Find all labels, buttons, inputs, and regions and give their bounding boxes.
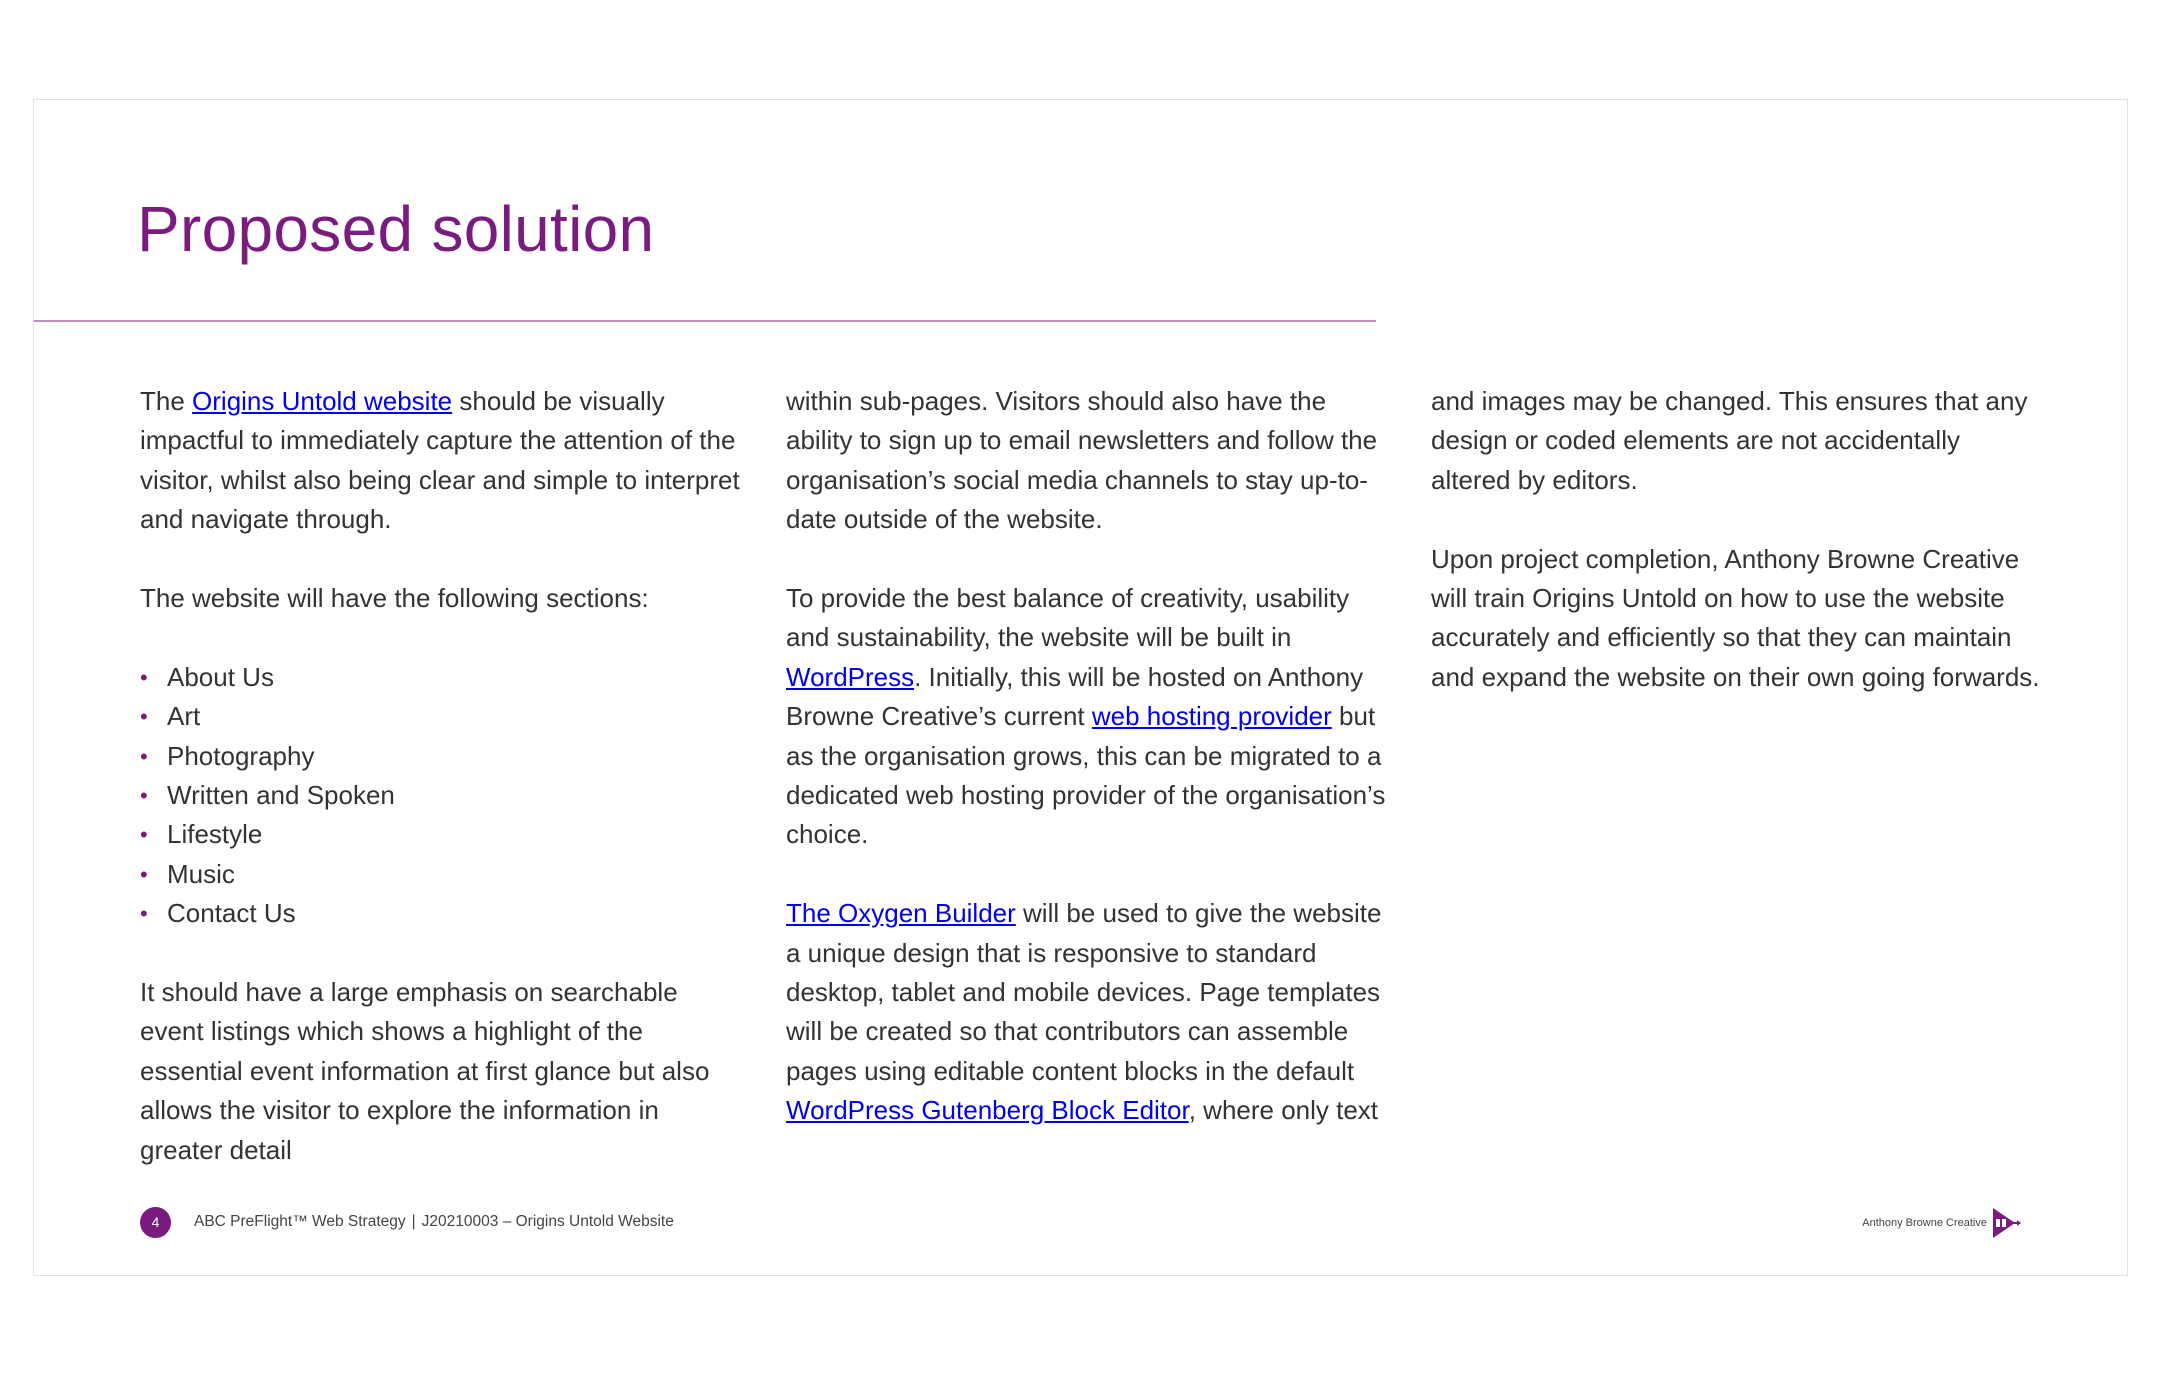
bullet-dot-icon: • (140, 822, 148, 848)
footer-doc-title: ABC PreFlight™ Web Strategy (194, 1213, 406, 1230)
footer-document-info (194, 1213, 674, 1231)
bullet-dot-icon: • (140, 861, 148, 887)
gutenberg-block-editor-link[interactable]: WordPress Gutenberg Block Editor (786, 1095, 1189, 1126)
bullet-dot-icon: • (140, 704, 148, 730)
text-column-1 (140, 382, 746, 1170)
editing-paragraph: and images may be changed. This ensures that any design or coded elements are not accidentally altered by editors. (1431, 386, 2028, 495)
list-item: • Lifestyle (140, 815, 746, 854)
abc-logo-icon (1991, 1206, 2021, 1240)
sections-intro-paragraph: The website will have the following sections: (140, 583, 649, 614)
web-hosting-provider-link[interactable]: web hosting provider (1091, 701, 1332, 732)
platform-paragraph: To provide the best balance of creativity, usability and sustainability, the website will be built in WordPress. Initially, this will be hosted on Anthony Browne Creative’s current web hosting provider but as the organisation grows, this can be migrated to a dedicated web hosting provider of the organisation’s choice. (786, 583, 1386, 850)
builder-paragraph: The Oxygen Builder will be used to give the website a unique design that is responsive to standard desktop, tablet and mobile devices. Page templates will be created so that contributors can assemble pages using editable content blocks in the default WordPress Gutenberg Block Editor, where only text (786, 898, 1382, 1126)
oxygen-builder-link[interactable]: The Oxygen Builder (786, 898, 1016, 929)
page-number-badge: 4 (140, 1207, 171, 1238)
origins-untold-website-link[interactable]: Origins Untold website (192, 386, 453, 416)
bullet-dot-icon: • (140, 783, 148, 809)
document-page (33, 99, 2128, 1276)
title-divider (34, 320, 1376, 322)
page-title: Proposed solution (137, 193, 655, 265)
bullet-dot-icon: • (140, 901, 148, 927)
page-footer (140, 1206, 674, 1238)
list-item: • About Us (140, 658, 746, 697)
list-item: • Music (140, 855, 746, 894)
bullet-dot-icon: • (140, 664, 148, 690)
event-listings-paragraph: It should have a large emphasis on searchable event listings which shows a highlight of the essential event information at first glance but also allows the visitor to explore the information in greater detail (140, 977, 710, 1165)
wordpress-link[interactable]: WordPress (786, 661, 915, 692)
footer-separator: | (411, 1213, 416, 1230)
training-paragraph: Upon project completion, Anthony Browne Creative will train Origins Untold on how to use the website accurately and efficiently so that they can maintain and expand the website on their own going forwards. (1431, 543, 2040, 692)
brand-name: Anthony Browne Creative (1862, 1217, 1987, 1229)
sections-list (140, 658, 746, 934)
list-item: • Art (140, 697, 746, 736)
text-column-2 (786, 382, 1386, 1131)
list-item: • Contact Us (140, 894, 746, 933)
brand-mark (1862, 1206, 2021, 1240)
bullet-dot-icon: • (140, 743, 148, 769)
subpages-paragraph: within sub-pages. Visitors should also have the ability to sign up to email newsletters and follow the organisation’s social media channels to stay up-to-date outside of the website. (786, 386, 1378, 535)
footer-project: J20210003 – Origins Untold Website (421, 1213, 674, 1230)
list-item: • Photography (140, 737, 746, 776)
list-item: • Written and Spoken (140, 776, 746, 815)
intro-paragraph: The Origins Untold website should be visually impactful to immediately capture the attention of the visitor, whilst also being clear and simple to interpret and navigate through. (140, 386, 740, 535)
text-column-3 (1431, 382, 2041, 697)
